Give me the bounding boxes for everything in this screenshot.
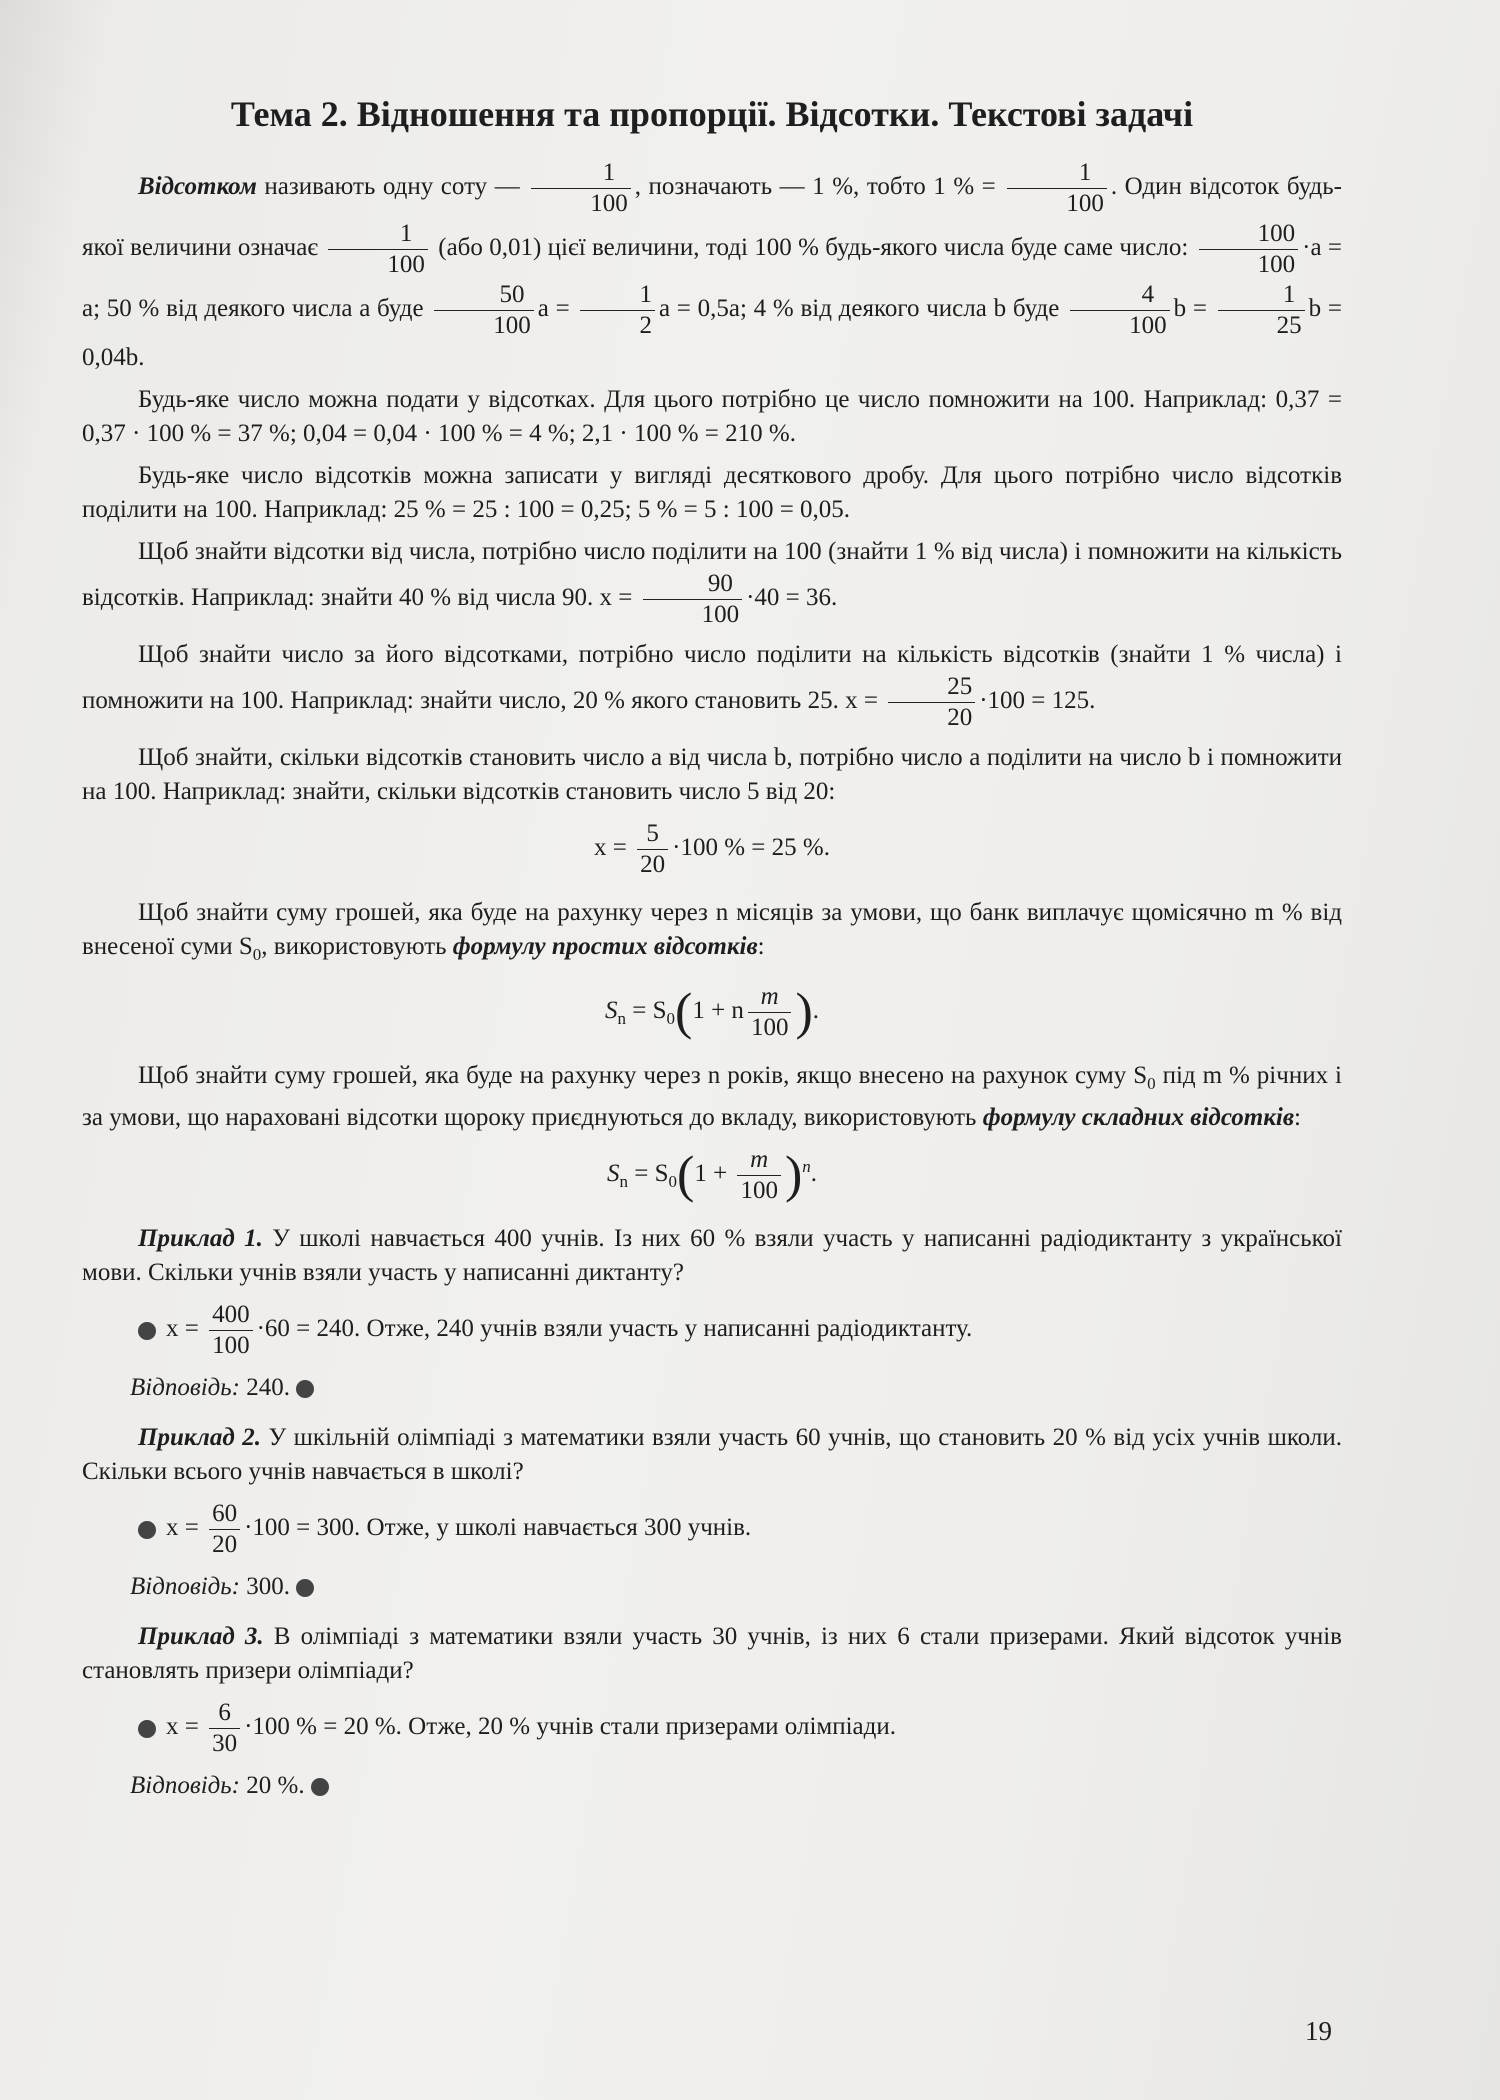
fraction-1-2: $\frac{1}{2}$ bbox=[580, 280, 655, 341]
paragraph-compound-interest: Щоб знайти суму грошей, яка буде на рахунку через n років, якщо внесено на рахунок суму $S_0$ під m % річних і за умови, що нараховані відсотки щороку приєднуються до вкладу, використовують формулу складних відсотків: bbox=[82, 1062, 1342, 1131]
example-3-solution: x = $\frac{6}{30}$ ·100 % = 20 %. Отже, 20 % учнів стали призерами олімпіади. bbox=[138, 1698, 1342, 1759]
example-3: Приклад 3. В олімпіаді з математики взяли участь 30 учнів, із них 6 стали призерами. Який відсоток учнів становлять призери олімпіади? bbox=[82, 1623, 1342, 1684]
fraction-1-100-b: $\frac{1}{100}$ bbox=[1007, 158, 1107, 219]
fraction-90-100: $\frac{90}{100}$ bbox=[643, 569, 743, 630]
bullet-icon bbox=[138, 1720, 156, 1738]
bullet-icon bbox=[138, 1322, 156, 1340]
term-percent: Відсотком bbox=[138, 173, 257, 201]
paragraph-percent-to-decimal: Будь-яке число відсотків можна записати у вигляді десяткового дробу. Для цього потрібно число відсотків поділити на 100. Наприклад: 25 % = 25 : 100 = 0,25; 5 % = 5 : 100 = 0,05. bbox=[82, 462, 1342, 523]
intro-paragraph: Відсотком називають одну соту — $\frac{1}{100}$ , позначають — 1 %, тобто 1 % = $\frac{1}{100}$ . Один відсоток будь-якої величини означає $\frac{1}{100}$ (або 0,01) цієї величини, тоді 100 % будь-якого числа буде саме число: $\frac{100}{100}$ ·a = a; 50 % від деякого числа a буде $\frac{50}{100}$ a = $\frac{1}{2}$ a = 0,5a; 4 % від деякого числа b буде $\frac{4}{100}$ b = $\frac{1}{25}$ b = 0,04b. bbox=[82, 159, 1343, 371]
end-bullet-icon bbox=[311, 1778, 329, 1796]
example-1: Приклад 1. У школі навчається 400 учнів. Із них 60 % взяли участь у написанні радіодиктанту з української мови. Скільки учнів взяли участь у написанні диктанту? bbox=[82, 1225, 1342, 1286]
example-2-answer: Відповідь: 300. bbox=[130, 1570, 1342, 1604]
fraction-25-20: $\frac{25}{20}$ bbox=[888, 672, 975, 733]
paragraph-number-by-percent: Щоб знайти число за його відсотками, потрібно число поділити на кількість відсотків (знайти 1 % числа) і помножити на 100. Наприклад: знайти число, 20 % якого становить 25. x = $\frac{25}{20}$ ·100 = 125. bbox=[82, 641, 1342, 731]
fraction-100-100: $\frac{100}{100}$ bbox=[1199, 219, 1299, 280]
fraction-50-100: $\frac{50}{100}$ bbox=[434, 280, 534, 341]
fraction-1-25: $\frac{1}{25}$ bbox=[1218, 280, 1305, 341]
example-2: Приклад 2. У шкільній олімпіаді з математики взяли участь 60 учнів, що становить 20 % від усіх учнів школи. Скільки всього учнів навчається в школі? bbox=[82, 1424, 1342, 1485]
paragraph-simple-interest: Щоб знайти суму грошей, яка буде на рахунку через n місяців за умови, що банк виплачує щомісячно m % від внесеної суми $S_0$, використовують формулу простих відсотків: bbox=[82, 899, 1342, 964]
fraction-1-100: $\frac{1}{100}$ bbox=[531, 158, 631, 219]
fraction-4-100: $\frac{4}{100}$ bbox=[1070, 280, 1170, 341]
page-number: 19 bbox=[1305, 2016, 1332, 2046]
page-title: Тема 2. Відношення та пропорції. Відсотки. Текстові задачі bbox=[230, 94, 1194, 134]
paragraph-number-to-percent: Будь-яке число можна подати у відсотках. Для цього потрібно це число помножити на 100. Наприклад: 0,37 = 0,37 · 100 % = 37 %; 0,04 = 0,04 · 100 % = 4 %; 2,1 · 100 % = 210 %. bbox=[82, 386, 1342, 447]
example-1-answer: Відповідь: 240. bbox=[130, 1371, 1342, 1405]
formula-percent-ratio: x = $\frac{5}{20}$ ·100 % = 25 %. bbox=[594, 820, 830, 878]
fraction-1-100-c: $\frac{1}{100}$ bbox=[328, 219, 428, 280]
paragraph-percent-of-number: Щоб знайти відсотки від числа, потрібно число поділити на 100 (знайти 1 % від числа) і помножити на кількість відсотків. Наприклад: знайти 40 % від числа 90. x = $\frac{90}{100}$ ·40 = 36. bbox=[82, 538, 1342, 628]
example-3-answer: Відповідь: 20 %. bbox=[130, 1769, 1342, 1803]
formula-compound-interest: $S_n = S_0(1$ + $\frac{m}{100}$ )$^n$. bbox=[606, 1146, 818, 1204]
formula-simple-interest: $S_n = S_0(1 + n$ $\frac{m}{100}$ ). bbox=[604, 983, 820, 1041]
page-content bbox=[82, 92, 1342, 1819]
end-bullet-icon bbox=[296, 1579, 314, 1597]
bullet-icon bbox=[138, 1521, 156, 1539]
end-bullet-icon bbox=[296, 1380, 314, 1398]
paragraph-percent-ratio: Щоб знайти, скільки відсотків становить число a від числа b, потрібно число a поділити на число b і помножити на 100. Наприклад: знайти, скільки відсотків становить число 5 від 20: bbox=[82, 744, 1342, 805]
example-1-solution: x = $\frac{400}{100}$ ·60 = 240. Отже, 240 учнів взяли участь у написанні радіодиктанту. bbox=[138, 1300, 1342, 1361]
example-2-solution: x = $\frac{60}{20}$ ·100 = 300. Отже, у школі навчається 300 учнів. bbox=[138, 1499, 1342, 1560]
